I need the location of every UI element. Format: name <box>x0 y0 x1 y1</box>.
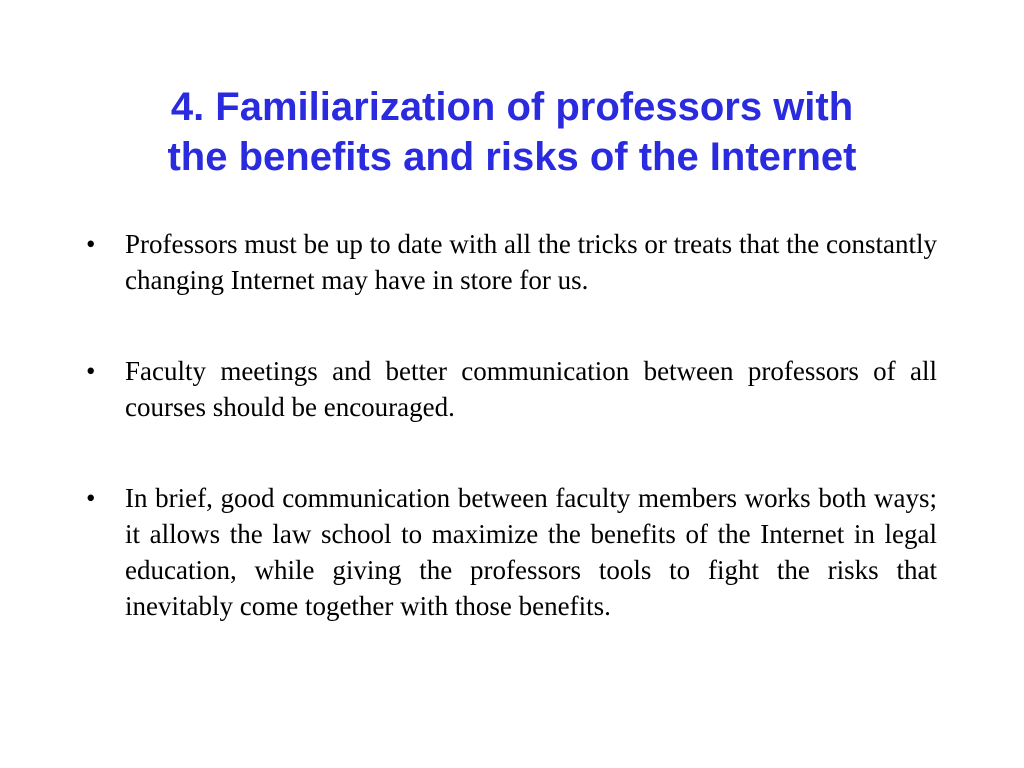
slide-title-line-2: the benefits and risks of the Internet <box>167 135 857 179</box>
bullet-dot-icon: • <box>86 229 96 259</box>
bullet-item <box>80 226 937 298</box>
bullet-text: In brief, good communication between faculty members works both ways; it allows the law school to maximize the benefits of the Internet in legal education, while giving the professors tools to fight the risks that inevitably come together with those benefits. <box>125 483 937 621</box>
bullet-text: Faculty meetings and better communication between professors of all courses should be encouraged. <box>125 356 937 422</box>
slide-title-line-1: 4. Familiarization of professors with <box>170 85 854 129</box>
bullet-item <box>80 353 937 425</box>
bullet-item <box>80 480 937 624</box>
bullet-list <box>80 226 937 624</box>
bullet-dot-icon: • <box>86 356 96 386</box>
bullet-text: Professors must be up to date with all the tricks or treats that the constantly changing Internet may have in store for us. <box>125 229 937 295</box>
slide-title <box>60 82 964 182</box>
bullet-dot-icon: • <box>86 483 96 513</box>
